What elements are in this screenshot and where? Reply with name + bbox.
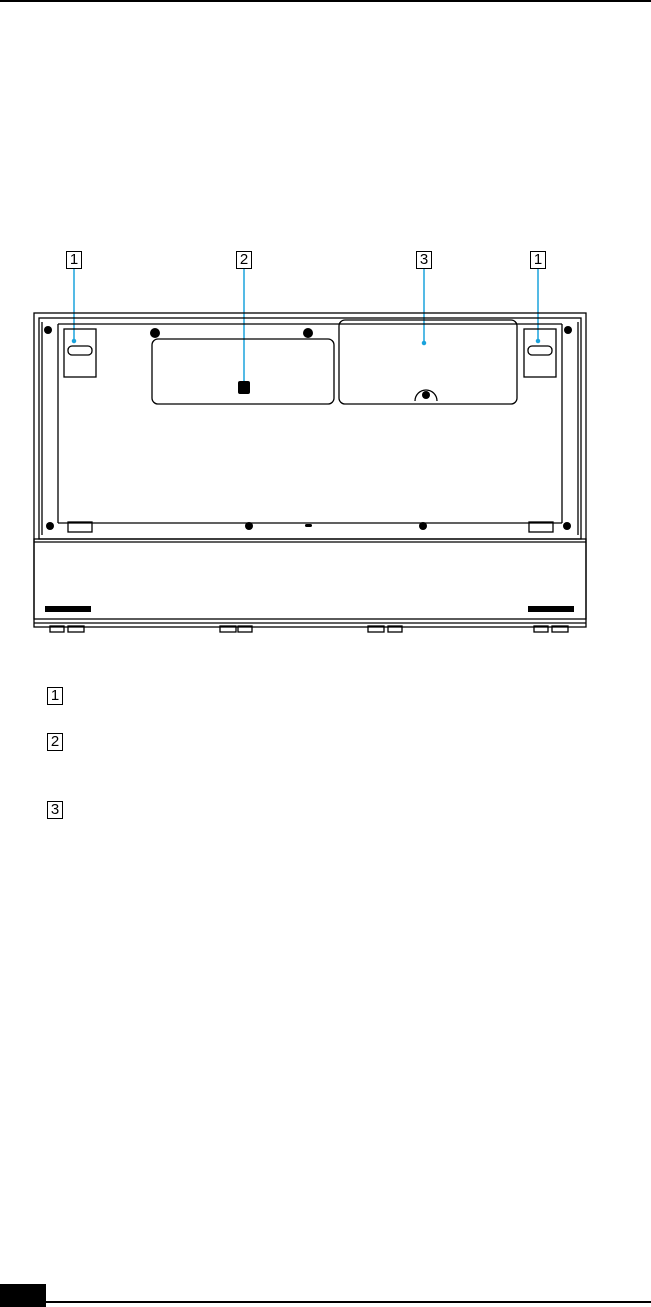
legend-number-2: 2 (47, 733, 63, 751)
footer-rule (0, 1301, 651, 1303)
header-rule (0, 0, 651, 2)
keyboard-bottom-figure (0, 240, 651, 650)
legend-number-3: 3 (47, 801, 63, 819)
legend-number-1: 1 (47, 687, 63, 705)
page-number-tab (0, 1284, 46, 1307)
legend-item-1 (47, 687, 607, 711)
callout-1-right: 1 (530, 251, 546, 269)
callout-3: 3 (416, 251, 432, 269)
callout-1-left: 1 (66, 251, 82, 269)
callout-2: 2 (236, 251, 252, 269)
legend-item-2 (47, 733, 607, 757)
keyboard-underside-diagram (0, 240, 651, 650)
legend-item-3 (47, 801, 607, 825)
